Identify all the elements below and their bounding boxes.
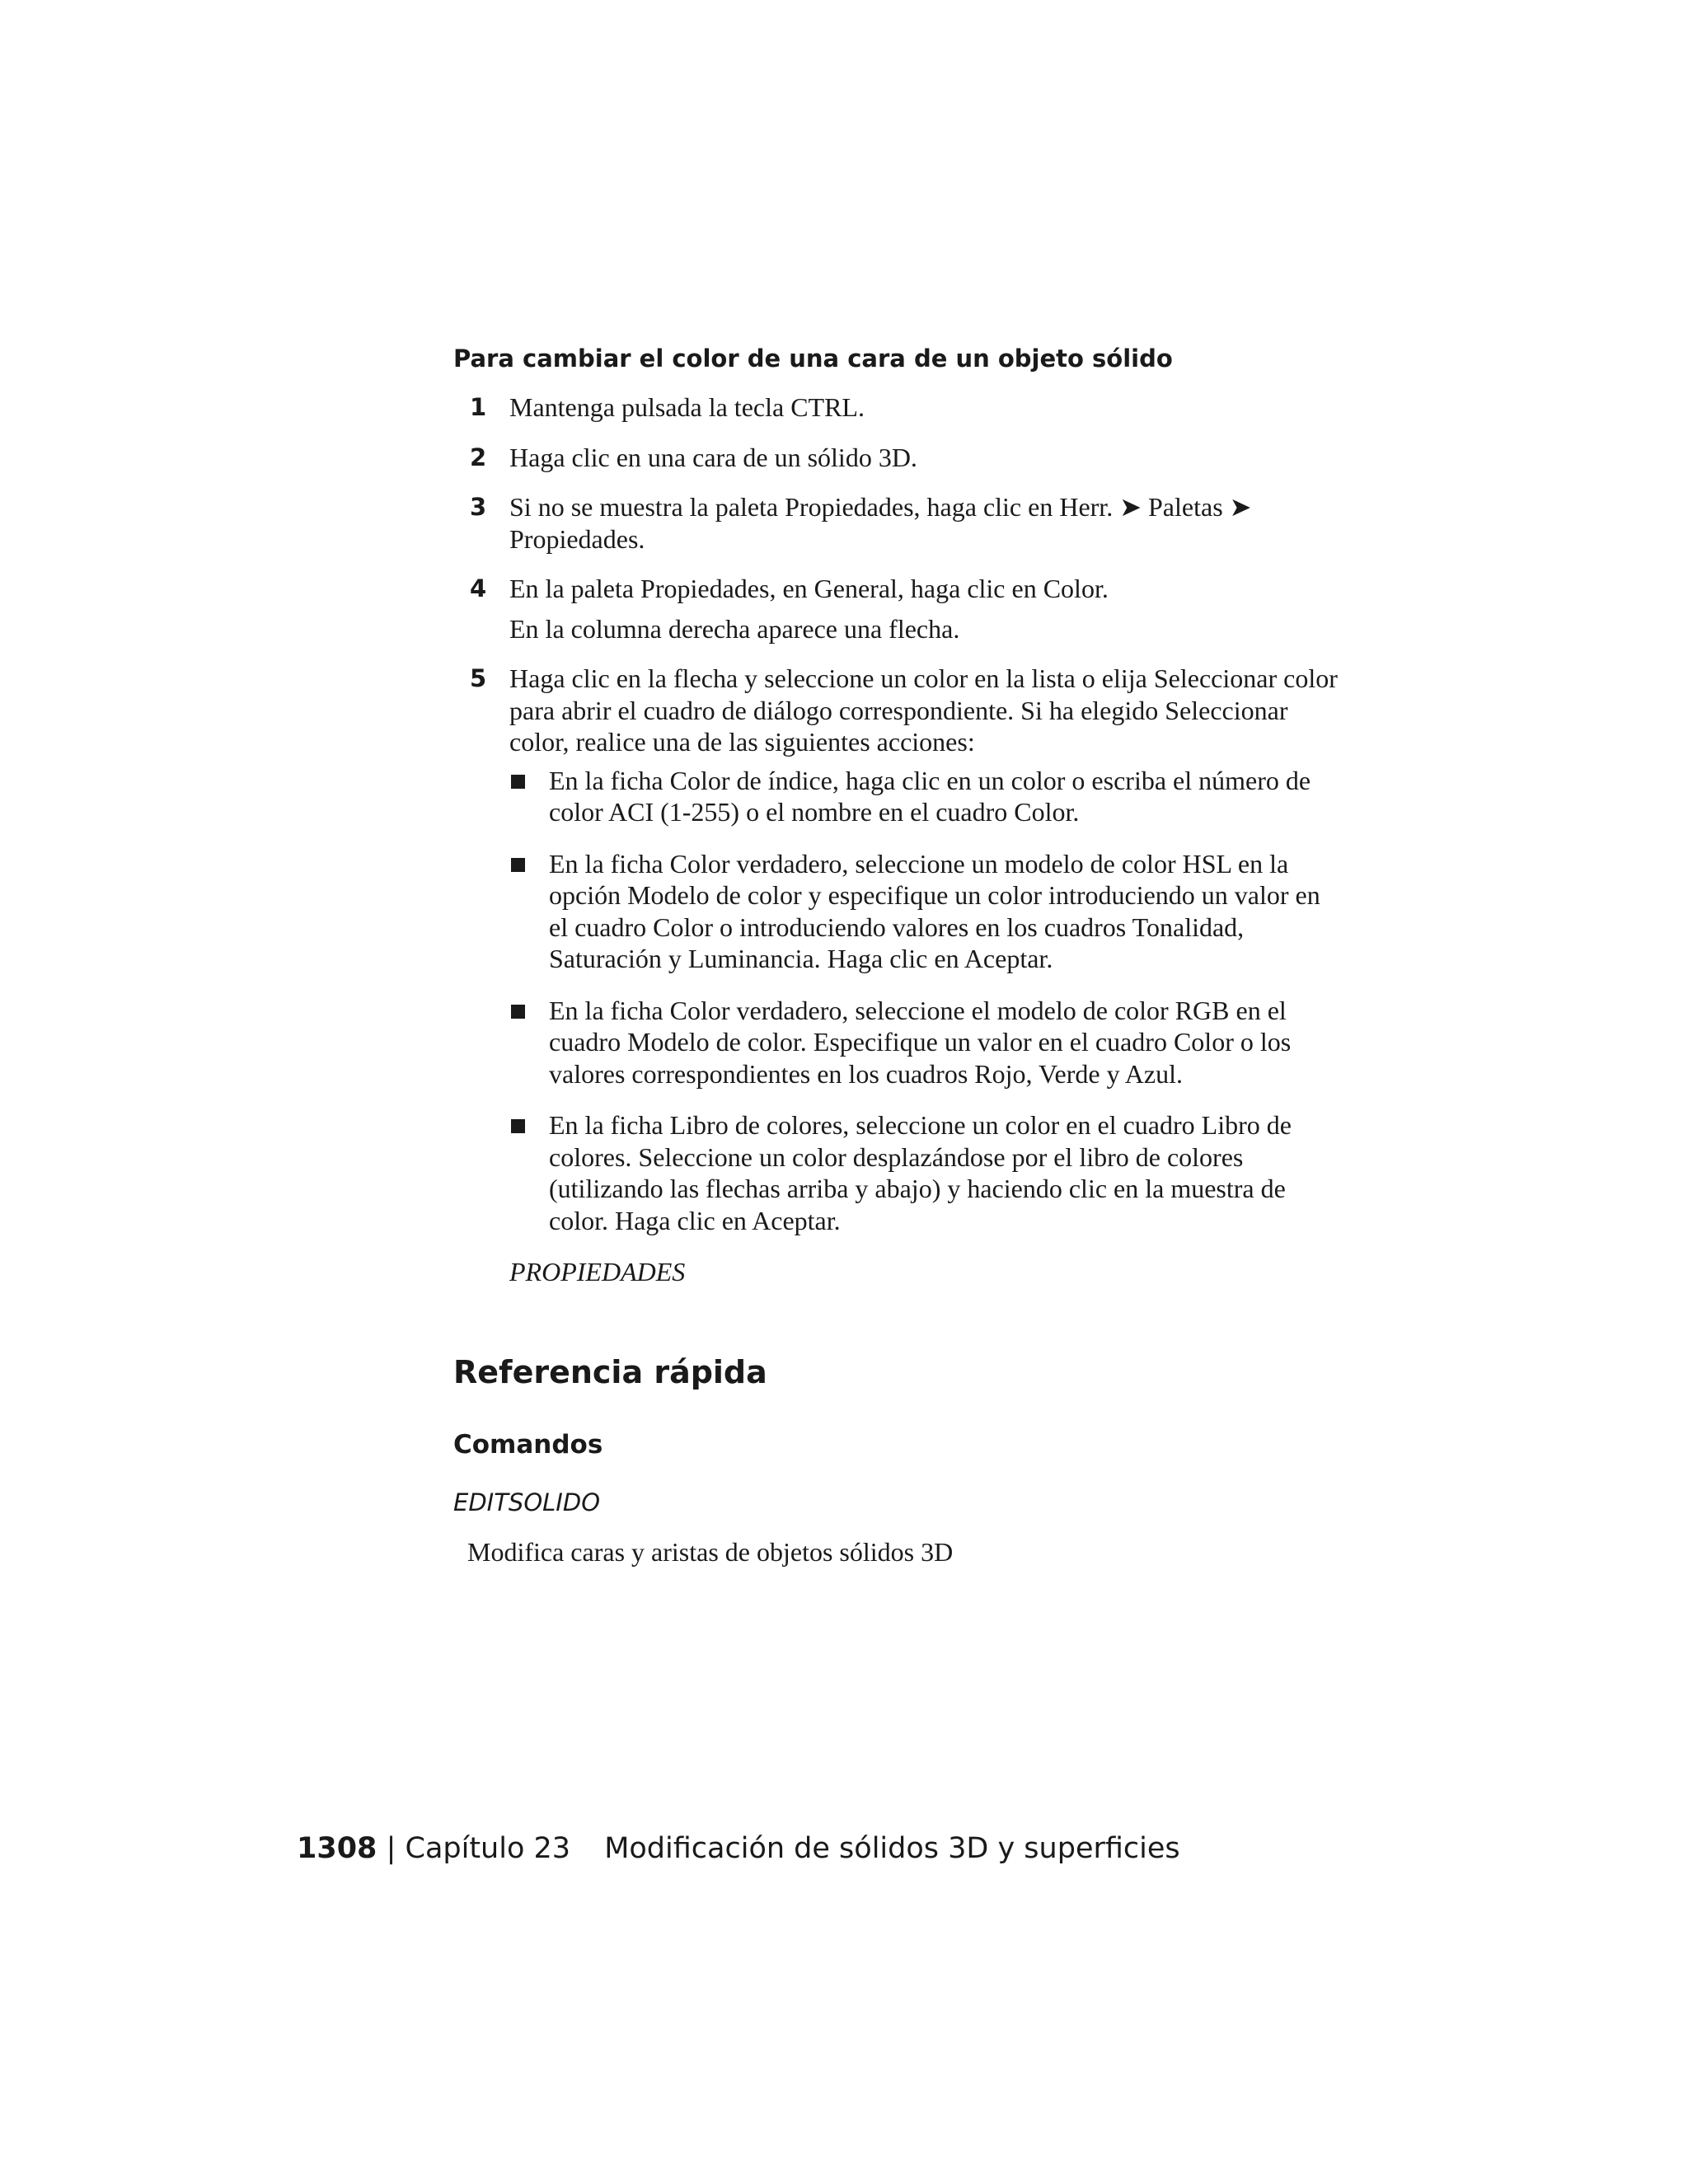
step-text: Mantenga pulsada la tecla CTRL. bbox=[509, 392, 865, 422]
step-item bbox=[453, 663, 1343, 1236]
command-description: Modifica caras y aristas de objetos sólidos 3D bbox=[467, 1537, 954, 1567]
step-number: 2 bbox=[470, 443, 487, 471]
page-number: 1308 bbox=[297, 1832, 377, 1865]
option-text: En la ficha Color verdadero, seleccione el modelo de color RGB en el cuadro Modelo de color. Especifique un valor en el cuadro Color o los valores correspondientes en los cuadros Rojo, Verde y Azul. bbox=[549, 995, 1292, 1089]
step-number: 5 bbox=[470, 664, 487, 692]
square-bullet-icon bbox=[511, 1119, 525, 1133]
option-item bbox=[509, 995, 1343, 1090]
step-number: 4 bbox=[470, 574, 487, 602]
section-heading: Referencia rápida bbox=[453, 1354, 767, 1390]
step-item bbox=[453, 491, 1343, 555]
chapter-label: Capítulo 23 bbox=[405, 1832, 571, 1865]
step-item bbox=[453, 391, 1343, 424]
command-reference: PROPIEDADES bbox=[509, 1257, 686, 1286]
commands-heading: Comandos bbox=[453, 1430, 603, 1460]
options-list bbox=[509, 765, 1343, 1237]
chapter-title: Modificación de sólidos 3D y superficies bbox=[604, 1832, 1180, 1865]
footer-separator: | bbox=[386, 1832, 396, 1865]
square-bullet-icon bbox=[511, 775, 525, 789]
procedure-title: Para cambiar el color de una cara de un objeto sólido bbox=[453, 344, 1173, 373]
square-bullet-icon bbox=[511, 858, 525, 872]
step-item bbox=[453, 573, 1343, 644]
option-text: En la ficha Color verdadero, seleccione un modelo de color HSL en la opción Modelo de color y especifique un color introduciendo un valor en el cuadro Color o introduciendo valores en los cuadros Tonalidad, Saturación y Luminancia. Haga clic en Aceptar. bbox=[549, 848, 1320, 973]
step-text: Haga clic en una cara de un sólido 3D. bbox=[509, 442, 917, 472]
command-name: EDITSOLIDO bbox=[453, 1488, 601, 1516]
option-item bbox=[509, 765, 1343, 828]
step-text: En la paleta Propiedades, en General, haga clic en Color. bbox=[509, 574, 1109, 603]
option-item bbox=[509, 848, 1343, 975]
step-note: En la columna derecha aparece una flecha. bbox=[509, 613, 960, 644]
option-text: En la ficha Color de índice, haga clic en un color o escriba el número de color ACI (1-255) o el nombre en el cuadro Color. bbox=[549, 765, 1311, 827]
option-item bbox=[509, 1109, 1343, 1236]
option-text: En la ficha Libro de colores, seleccione un color en el cuadro Libro de colores. Seleccione un color desplazándose por el libro de colores (utilizando las flechas arriba y abajo) y haciendo clic en la muestra de color. Haga clic en Aceptar. bbox=[549, 1110, 1292, 1235]
steps-list bbox=[453, 391, 1343, 1288]
step-text: Si no se muestra la paleta Propiedades, haga clic en Herr. ➤ Paletas ➤ Propiedades. bbox=[509, 492, 1252, 554]
step-item bbox=[453, 442, 1343, 474]
step-number: 1 bbox=[470, 393, 487, 421]
page-footer bbox=[297, 1831, 1180, 1866]
square-bullet-icon bbox=[511, 1005, 525, 1019]
step-number: 3 bbox=[470, 493, 487, 521]
step-text: Haga clic en la flecha y seleccione un color en la lista o elija Seleccionar color para abrir el cuadro de diálogo correspondiente. Si ha elegido Seleccionar color, realice una de las siguientes acciones: bbox=[509, 663, 1338, 757]
